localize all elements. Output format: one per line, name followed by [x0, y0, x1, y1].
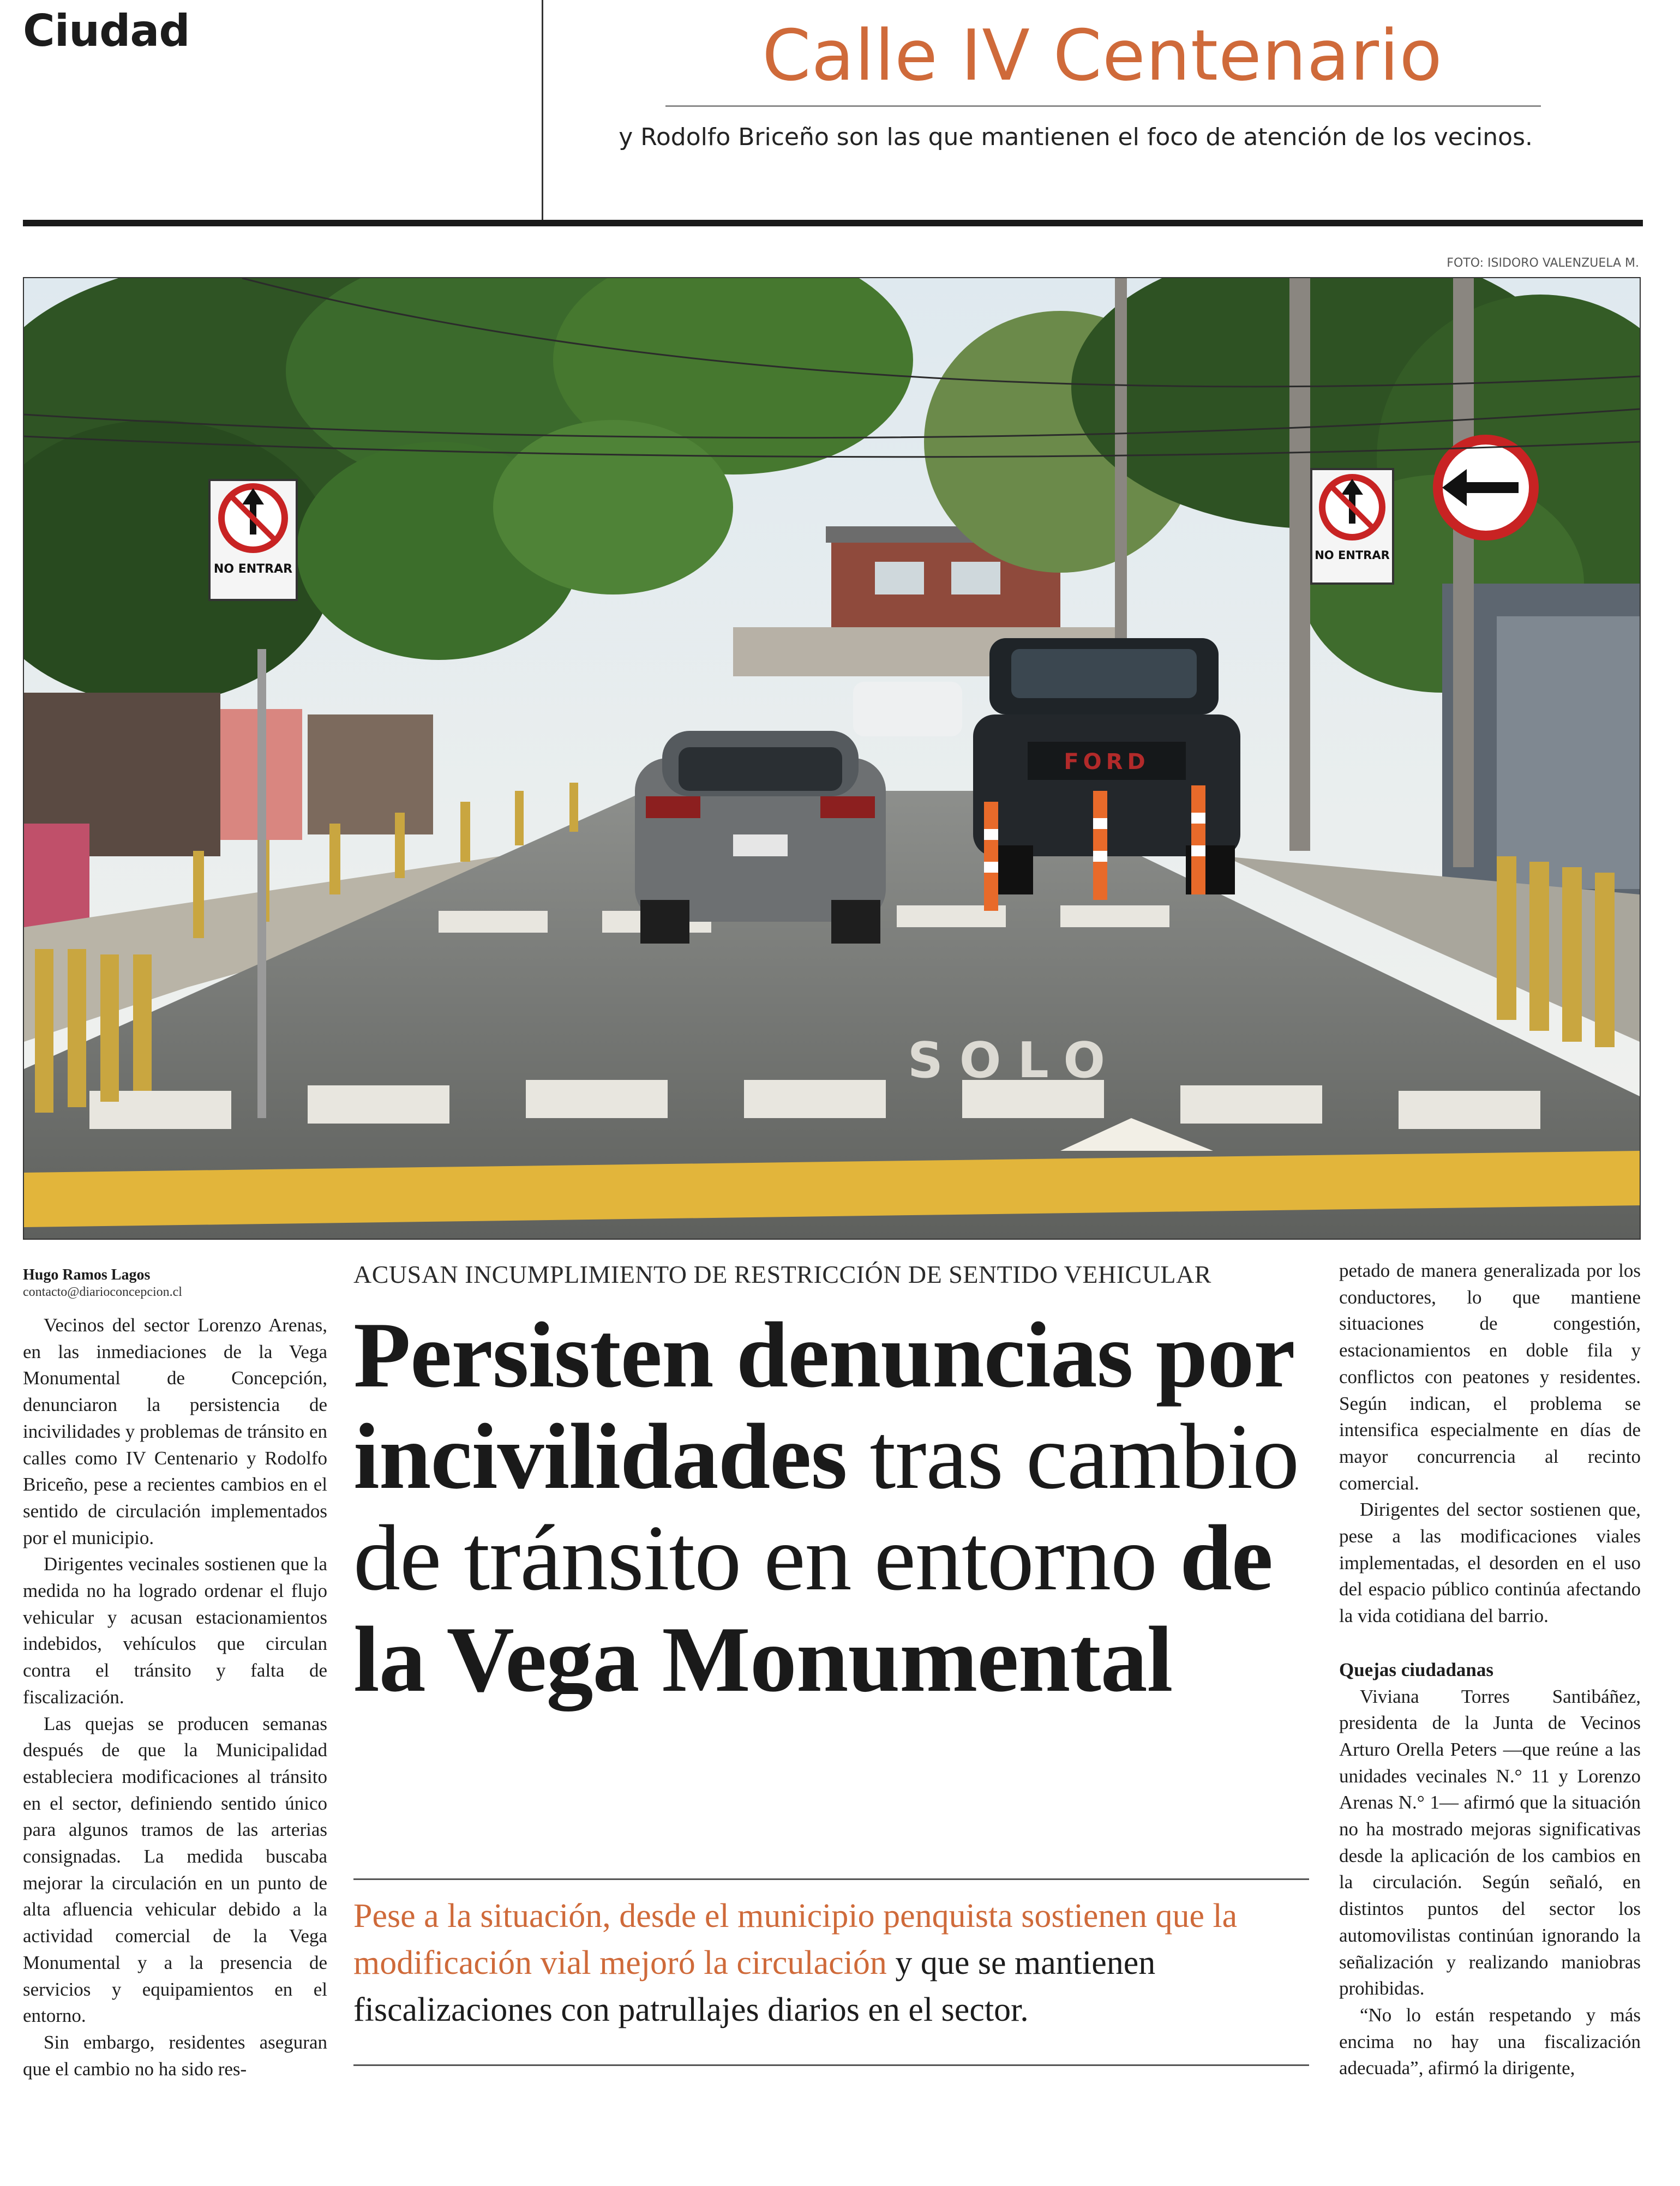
body-column-right: [1339, 1258, 1641, 2082]
paragraph: Viviana Torres Santibáñez, presidenta de la Junta de Vecinos Arturo Orella Peters —que reúne a las unidades vecinales N.° 11 y Lorenzo Arenas N.° 1— afirmó que la situación no ha mostrado mejoras significativas desde la aplicación de los cambios en la circulación. Según señaló, en distintos puntos del sector los automovilistas continúan ignorando la señalización y realizando maniobras prohibidas.: [1339, 1685, 1641, 1999]
byline-email: contacto@diarioconcepcion.cl: [23, 1285, 182, 1299]
paragraph: Sin embargo, residentes aseguran que el cambio no ha sido res-: [23, 2031, 327, 2080]
section-label: Ciudad: [23, 5, 190, 56]
body-column-left: [23, 1312, 327, 2082]
summary-rest: y que se mantienen fiscalizaciones con patrullajes diarios en el sector.: [353, 1944, 1156, 2028]
summary: [353, 1893, 1313, 2033]
headline: [353, 1305, 1303, 1710]
header-underline: [665, 105, 1541, 107]
header-rule: [23, 220, 1643, 226]
summary-rule-bottom: [353, 2064, 1309, 2066]
paragraph: Dirigentes vecinales sostienen que la medida no ha logrado ordenar el flujo vehicular y acusan estacionamientos indebidos, vehículos que circulan contra el tránsito y falta de fiscalización.: [23, 1553, 327, 1708]
summary-accent: Pese a la situación, desde el municipio penquista sostienen que la modificación vial mejoró la circulación: [353, 1897, 1238, 1981]
paragraph: petado de manera generalizada por los conductores, lo que mantiene situaciones de congestión, estacionamientos en doble fila y conflictos con peatones y residentes. Según indican, el problema se intensifica especialmente en días de mayor concurrencia al recinto comercial.: [1339, 1260, 1641, 1494]
sign-right-text: NO ENTRAR: [1315, 549, 1390, 562]
photo-credit: FOTO: ISIDORO VALENZUELA M.: [1447, 256, 1639, 270]
header-title: Calle IV Centenario: [762, 15, 1443, 97]
paragraph: Las quejas se producen semanas después de que la Municipalidad estableciera modificaciones al tránsito en el sector, definiendo sentido único para algunos tramos de las arterias consignadas. La medida buscaba mejorar la circulación en un punto de alta afluencia vehicular debido a la actividad comercial de la Vega Monumental y a la presencia de servicios y equipamientos en el entorno.: [23, 1713, 327, 2027]
paragraph: Vecinos del sector Lorenzo Arenas, en las inmediaciones de la Vega Monumental de Concepción, denunciaron la persistencia de incivilidades y problemas de tránsito en calles como IV Centenario y Rodolfo Briceño, pese a recientes cambios en el sentido de circulación implementados por el municipio.: [23, 1314, 327, 1548]
street-photo: [23, 277, 1641, 1240]
paragraph: Dirigentes del sector sostienen que, pese a las modificaciones viales implementadas, el desorden en el uso del espacio público continúa afectando la vida cotidiana del barrio.: [1339, 1499, 1641, 1627]
truck-brand-text: FORD: [1064, 749, 1150, 774]
subheading: Quejas ciudadanas: [1339, 1659, 1493, 1680]
no-entry-sign-right: [1311, 469, 1393, 584]
sign-left-text: NO ENTRAR: [213, 562, 293, 576]
header-divider: [542, 0, 543, 221]
byline-author: Hugo Ramos Lagos: [23, 1266, 151, 1283]
headline-bold-part: de la Vega Monumental: [353, 1506, 1273, 1711]
left-arrow-sign: [1438, 440, 1534, 536]
headline-bold-part: Persisten denuncias por incivilidades: [353, 1304, 1293, 1509]
kicker: ACUSAN INCUMPLIMIENTO DE RESTRICCIÓN DE SENTIDO VEHICULAR: [353, 1260, 1211, 1288]
paragraph: “No lo están respetando y más encima no hay una fiscalización adecuada”, afirmó la dirigente,: [1339, 2004, 1641, 2079]
summary-rule-top: [353, 1878, 1309, 1880]
header-subtitle: y Rodolfo Briceño son las que mantienen el foco de atención de los vecinos.: [619, 123, 1533, 151]
road-marking-text: SOLO: [908, 1032, 1121, 1089]
grey-car: [635, 731, 886, 944]
headline-regular-part: tras cambio de tránsito en entorno: [353, 1405, 1299, 1610]
